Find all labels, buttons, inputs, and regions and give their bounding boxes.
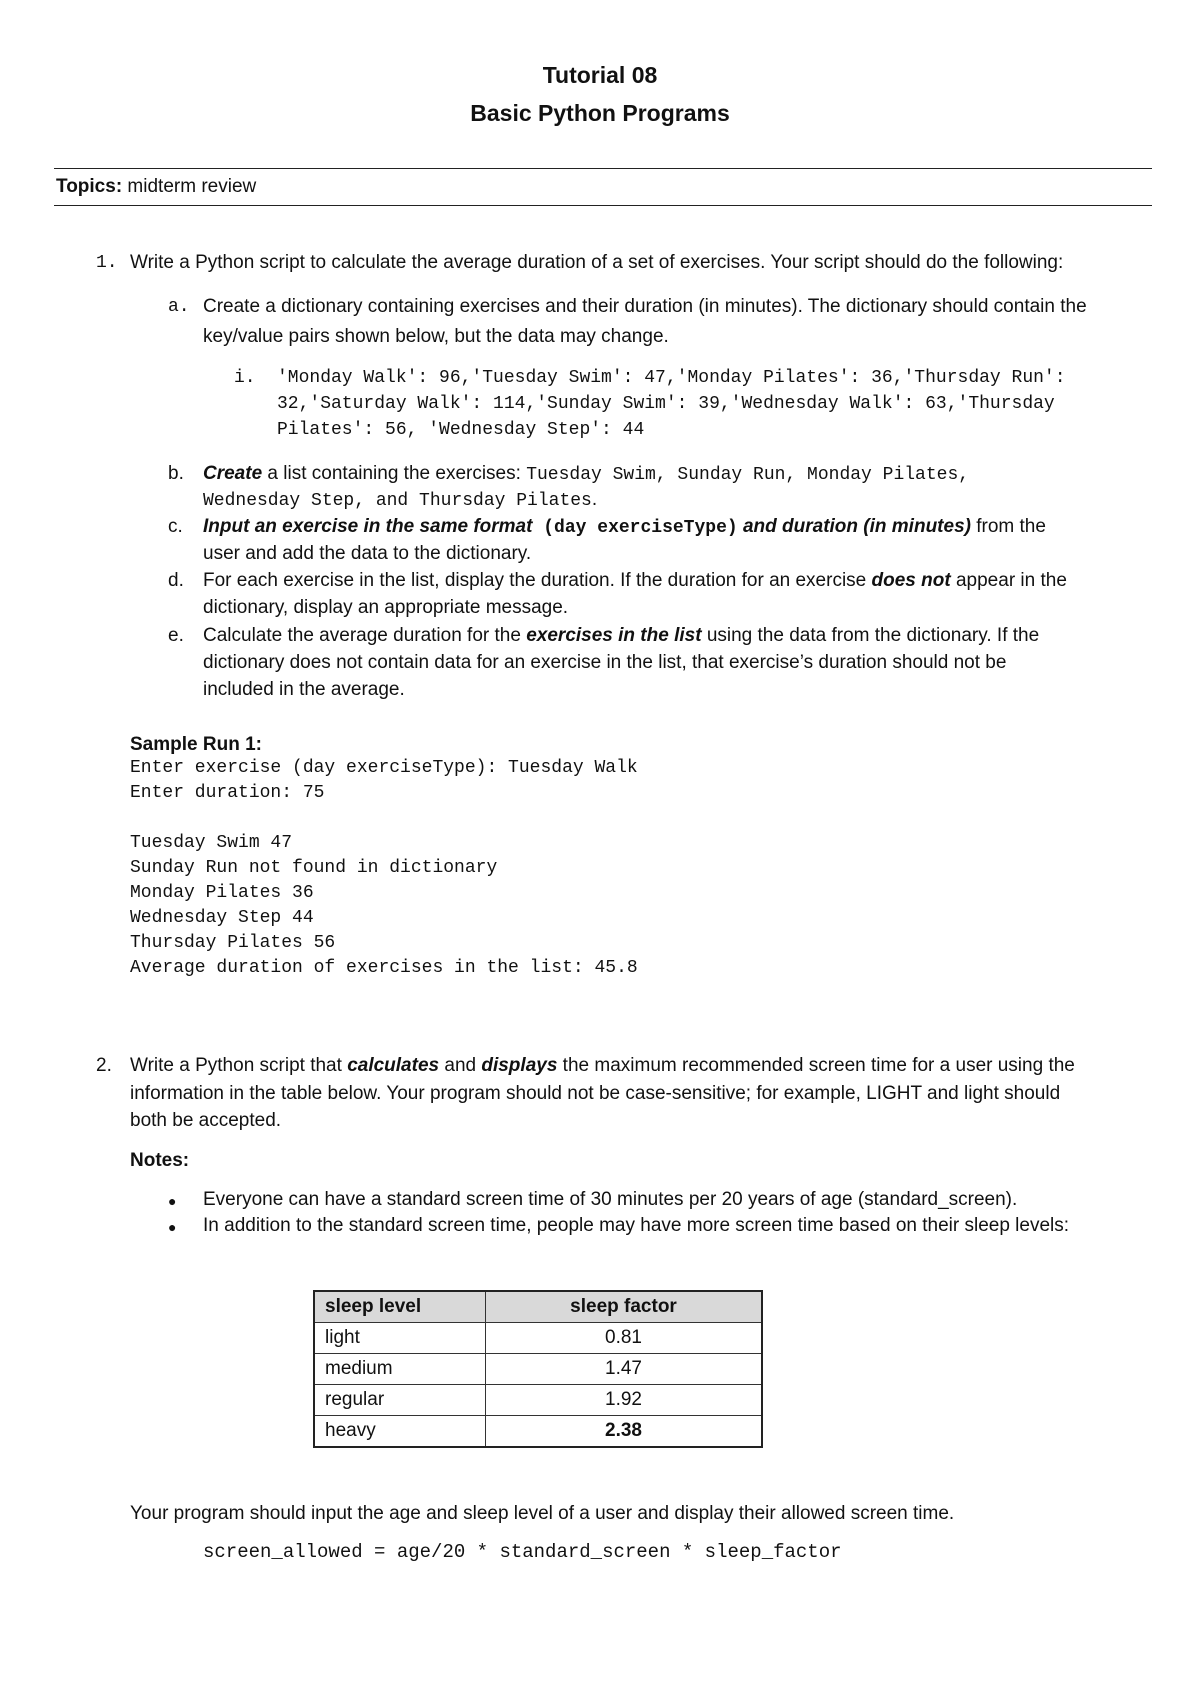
q1b-create: Create <box>203 463 263 484</box>
q1e-text-1: Calculate the average duration for the <box>203 625 527 646</box>
note-bullet-1: Everyone can have a standard screen time of 30 minutes per 20 years of age (standard_screen). <box>203 1189 1018 1210</box>
q1b-line-1 <box>203 463 969 485</box>
q2-number: 2. <box>96 1055 112 1076</box>
dict-line-1: 'Monday Walk': 96,'Tuesday Swim': 47,'Monday Pilates': 36,'Thursday Run': <box>277 368 1066 388</box>
q1b-text: a list containing the exercises: <box>262 463 527 484</box>
q1e-bi: exercises in the list <box>526 625 702 646</box>
q2-text-2: information in the table below. Your program should not be case-sensitive; for example, LIGHT and light should <box>130 1083 1061 1104</box>
q1d-text-1: For each exercise in the list, display the duration. If the duration for an exercise <box>203 570 872 591</box>
sample-line: Tuesday Swim 47 <box>130 833 293 853</box>
q1e-text-2: using the data from the dictionary. If the <box>701 625 1040 646</box>
sample-line: Enter exercise (day exerciseType): Tuesday Walk <box>130 758 638 778</box>
formula: screen_allowed = age/20 * standard_screen * sleep_factor <box>203 1541 842 1563</box>
topics-value: midterm review <box>122 176 257 197</box>
page-subtitle: Basic Python Programs <box>470 100 730 126</box>
q2-closing: Your program should input the age and sleep level of a user and display their allowed screen time. <box>130 1503 955 1524</box>
q1b-end: . <box>591 489 598 510</box>
table-cell: 1.47 <box>486 1354 763 1385</box>
q1d-bi: does not <box>871 570 951 591</box>
sample-line: Monday Pilates 36 <box>130 883 314 903</box>
topics-label: Topics: <box>56 176 123 197</box>
dict-line-3: Pilates': 56, 'Wednesday Step': 44 <box>277 420 645 440</box>
q1c-text: from the <box>970 516 1046 537</box>
table-cell: 2.38 <box>486 1416 763 1448</box>
table-header-cell: sleep level <box>314 1291 486 1323</box>
table-cell: 1.92 <box>486 1385 763 1416</box>
dict-line-2: 32,'Saturday Walk': 114,'Sunday Swim': 39,'Wednesday Walk': 63,'Thursday <box>277 394 1055 414</box>
table-row <box>314 1385 762 1416</box>
q1b-line-2 <box>203 489 597 511</box>
table-row <box>314 1416 762 1448</box>
q1a-text-1: Create a dictionary containing exercises and their duration (in minutes). The dictionary should contain the <box>203 296 1087 317</box>
table-header-row <box>314 1291 762 1323</box>
q1c-text-2: user and add the data to the dictionary. <box>203 543 532 564</box>
sample-line: Average duration of exercises in the list: 45.8 <box>130 958 638 978</box>
table-cell: light <box>314 1323 486 1354</box>
sample-line: Sunday Run not found in dictionary <box>130 858 498 878</box>
q2-t1e: the maximum recommended screen time for a user using the <box>557 1055 1075 1076</box>
q1d-line-1 <box>203 570 1067 592</box>
q1b-list-1: Tuesday Swim, Sunday Run, Monday Pilates, <box>526 465 970 485</box>
q2-t1c: and <box>439 1055 482 1076</box>
q1c-bi-1: Input an exercise in the same format <box>203 516 533 537</box>
q2-t1d: displays <box>481 1055 558 1076</box>
sample-line: Thursday Pilates 56 <box>130 933 336 953</box>
table-header-cell: sleep factor <box>486 1291 763 1323</box>
q1d-label: d. <box>168 570 184 591</box>
table-cell: heavy <box>314 1416 486 1448</box>
q1c-bi-2: and duration (in minutes) <box>737 516 971 537</box>
q1c-line-1 <box>203 516 1046 538</box>
q1-i-label: i. <box>234 368 256 388</box>
q1a-text-2: key/value pairs shown below, but the data may change. <box>203 326 669 347</box>
sample-line: Wednesday Step 44 <box>130 908 314 928</box>
sample-line <box>130 808 638 833</box>
q1b-list-2: Wednesday Step, and Thursday Pilates <box>203 491 592 511</box>
page-title: Tutorial 08 <box>542 62 658 88</box>
q2-t1a: Write a Python script that <box>130 1055 348 1076</box>
q1d-text-2: appear in the <box>950 570 1067 591</box>
q1e-line-1 <box>203 625 1039 647</box>
q1d-text-3: dictionary, display an appropriate message. <box>203 597 569 618</box>
table-cell: regular <box>314 1385 486 1416</box>
q1b-label: b. <box>168 463 184 484</box>
q2-line-1 <box>130 1055 1075 1077</box>
q1e-text-4: included in the average. <box>203 679 405 700</box>
table-row <box>314 1354 762 1385</box>
topics-line <box>56 176 256 198</box>
notes-label: Notes: <box>130 1150 190 1171</box>
table-row <box>314 1323 762 1354</box>
q2-text-3: both be accepted. <box>130 1110 282 1131</box>
sample-line: Enter duration: 75 <box>130 783 325 803</box>
sample-run-label: Sample Run 1: <box>130 734 262 755</box>
sleep-factor-table <box>313 1290 763 1448</box>
q1c-mono: (day exerciseType) <box>532 518 738 538</box>
bottom-divider <box>54 205 1152 206</box>
bullet-icon: ● <box>168 1193 177 1209</box>
bullet-icon: ● <box>168 1219 177 1235</box>
table-cell: 0.81 <box>486 1323 763 1354</box>
top-divider <box>54 168 1152 169</box>
sample-run-output <box>130 758 638 983</box>
q1-text: Write a Python script to calculate the average duration of a set of exercises. Your script should do the following: <box>130 252 1064 273</box>
q1-number: 1. <box>96 253 118 273</box>
q1a-label: a. <box>168 297 190 317</box>
q2-t1b: calculates <box>347 1055 440 1076</box>
q1e-text-3: dictionary does not contain data for an exercise in the list, that exercise’s duration should not be <box>203 652 1007 673</box>
q1c-label: c. <box>168 516 183 537</box>
table-cell: medium <box>314 1354 486 1385</box>
q1e-label: e. <box>168 625 184 646</box>
note-bullet-2: In addition to the standard screen time, people may have more screen time based on their sleep levels: <box>203 1215 1070 1236</box>
